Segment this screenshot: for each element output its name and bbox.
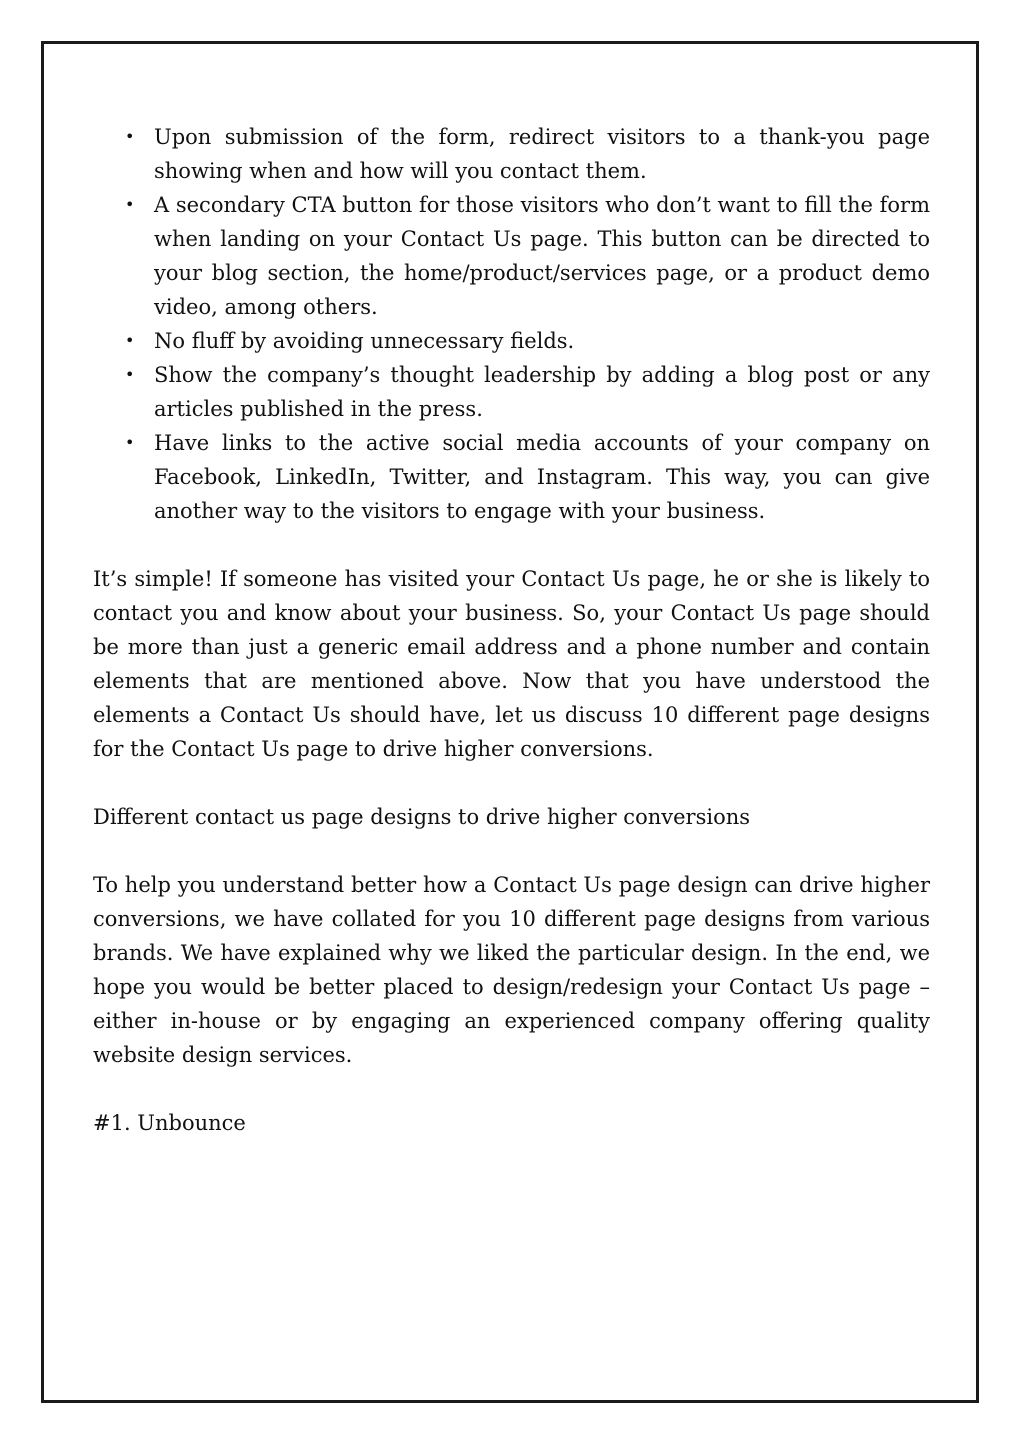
- list-item: [93, 120, 930, 188]
- list-item: [93, 358, 930, 426]
- bullet-list: [93, 120, 930, 528]
- list-item-text: No fluff by avoiding unnecessary fields.: [154, 329, 575, 353]
- bullet-icon: •: [125, 331, 135, 350]
- paragraph-intro: To help you understand better how a Contact Us page design can drive higher conversions, we have collated for you 10 different page designs from various brands. We have explained why we liked the particular design. In the end, we hope you would be better placed to design/redesign your Contact Us page – either in-house or by engaging an experienced company offering quality website design services.: [93, 873, 930, 1067]
- subsection-heading: #1. Unbounce: [93, 1111, 246, 1135]
- bullet-icon: •: [125, 365, 135, 384]
- bullet-icon: •: [125, 433, 135, 452]
- document-content: [93, 120, 930, 1140]
- list-item: [93, 188, 930, 324]
- list-item: [93, 426, 930, 528]
- bullet-icon: •: [125, 195, 135, 214]
- list-item-text: Upon submission of the form, redirect visitors to a thank-you page showing when and how will you contact them.: [154, 125, 930, 183]
- section-heading: Different contact us page designs to drive higher conversions: [93, 805, 751, 829]
- bullet-icon: •: [125, 127, 135, 146]
- paragraph-summary: It’s simple! If someone has visited your Contact Us page, he or she is likely to contact you and know about your business. So, your Contact Us page should be more than just a generic email address and a phone number and contain elements that are mentioned above. Now that you have understood the elements a Contact Us should have, let us discuss 10 different page designs for the Contact Us page to drive higher conversions.: [93, 567, 930, 761]
- list-item-text: A secondary CTA button for those visitors who don’t want to fill the form when landing on your Contact Us page. This button can be directed to your blog section, the home/product/services page, or a product demo video, among others.: [154, 193, 930, 319]
- list-item-text: Have links to the active social media accounts of your company on Facebook, LinkedIn, Twitter, and Instagram. This way, you can give another way to the visitors to engage with your business.: [154, 431, 930, 523]
- list-item-text: Show the company’s thought leadership by adding a blog post or any articles published in the press.: [154, 363, 930, 421]
- list-item: [93, 324, 930, 358]
